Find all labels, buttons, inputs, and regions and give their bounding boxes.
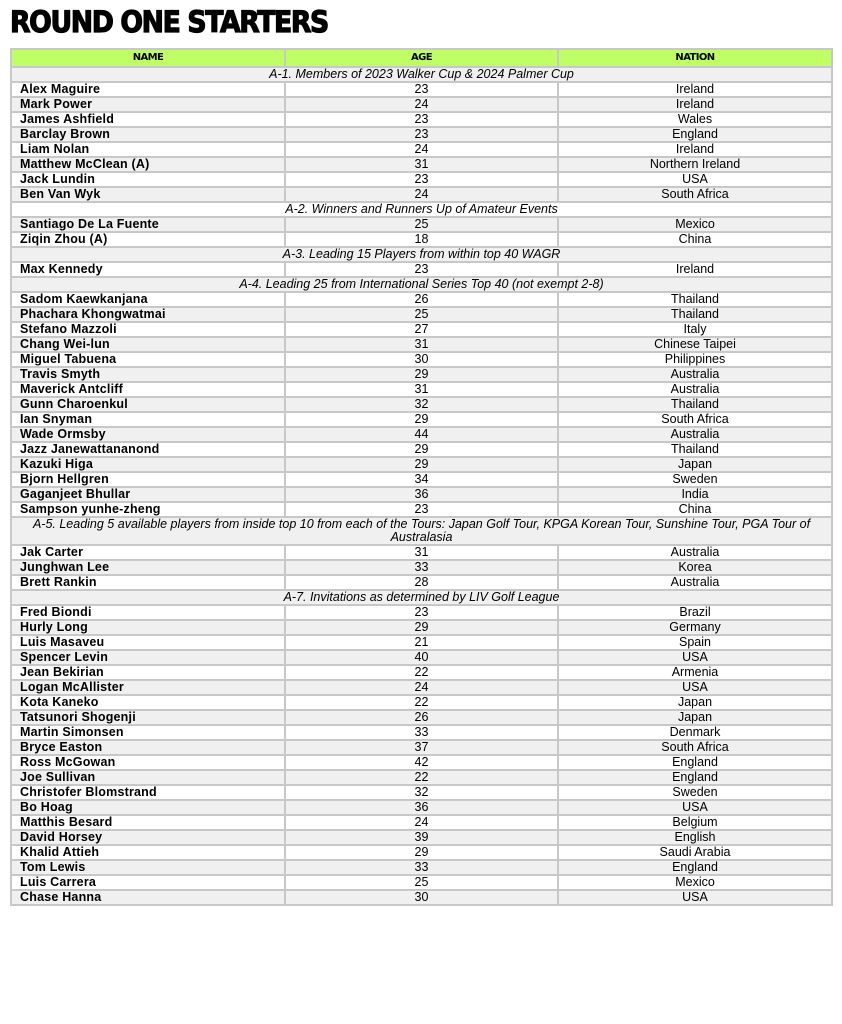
player-nation: South Africa: [558, 740, 832, 755]
table-row: [11, 472, 832, 487]
player-nation: Germany: [558, 620, 832, 635]
table-row: [11, 545, 832, 560]
section-row: [11, 202, 832, 217]
table-row: [11, 710, 832, 725]
player-age: 22: [285, 770, 558, 785]
player-age: 31: [285, 337, 558, 352]
player-nation: Ireland: [558, 97, 832, 112]
player-name: Miguel Tabuena: [11, 352, 285, 367]
player-nation: Northern Ireland: [558, 157, 832, 172]
player-name: Matthis Besard: [11, 815, 285, 830]
player-age: 24: [285, 680, 558, 695]
player-age: 23: [285, 172, 558, 187]
table-row: [11, 800, 832, 815]
player-age: 29: [285, 442, 558, 457]
player-name: Luis Carrera: [11, 875, 285, 890]
player-age: 29: [285, 367, 558, 382]
table-row: [11, 770, 832, 785]
player-nation: Japan: [558, 710, 832, 725]
table-header-row: [11, 49, 832, 67]
player-name: Jazz Janewattananond: [11, 442, 285, 457]
table-row: [11, 740, 832, 755]
table-row: [11, 725, 832, 740]
table-row: [11, 427, 832, 442]
player-nation: USA: [558, 890, 832, 905]
player-name: Sampson yunhe-zheng: [11, 502, 285, 517]
player-name: Alex Maguire: [11, 82, 285, 97]
player-age: 25: [285, 307, 558, 322]
table-row: [11, 785, 832, 800]
player-name: Junghwan Lee: [11, 560, 285, 575]
player-age: 24: [285, 142, 558, 157]
player-age: 23: [285, 502, 558, 517]
player-name: Matthew McClean (A): [11, 157, 285, 172]
player-nation: English: [558, 830, 832, 845]
player-nation: Mexico: [558, 875, 832, 890]
table-row: [11, 142, 832, 157]
table-row: [11, 680, 832, 695]
player-nation: Saudi Arabia: [558, 845, 832, 860]
table-row: [11, 187, 832, 202]
player-age: 29: [285, 845, 558, 860]
player-name: Khalid Attieh: [11, 845, 285, 860]
player-age: 29: [285, 620, 558, 635]
table-row: [11, 397, 832, 412]
player-name: Jean Bekirian: [11, 665, 285, 680]
table-row: [11, 815, 832, 830]
player-name: Gaganjeet Bhullar: [11, 487, 285, 502]
player-nation: Australia: [558, 575, 832, 590]
table-body: [11, 67, 832, 905]
table-row: [11, 890, 832, 905]
player-age: 39: [285, 830, 558, 845]
table-row: [11, 412, 832, 427]
player-name: Wade Ormsby: [11, 427, 285, 442]
player-nation: Thailand: [558, 442, 832, 457]
player-nation: Brazil: [558, 605, 832, 620]
section-row: [11, 67, 832, 82]
table-row: [11, 457, 832, 472]
table-row: [11, 172, 832, 187]
player-name: Tom Lewis: [11, 860, 285, 875]
section-heading: A-7. Invitations as determined by LIV Golf League: [11, 590, 832, 605]
player-nation: China: [558, 232, 832, 247]
player-name: Tatsunori Shogenji: [11, 710, 285, 725]
player-nation: England: [558, 127, 832, 142]
section-heading: A-5. Leading 5 available players from inside top 10 from each of the Tours: Japan Golf Tour, KPGA Korean Tour, Sunshine Tour, PGA Tour of Australasia: [11, 517, 832, 545]
table-row: [11, 232, 832, 247]
player-age: 33: [285, 860, 558, 875]
player-nation: Spain: [558, 635, 832, 650]
table-row: [11, 695, 832, 710]
table-row: [11, 635, 832, 650]
player-nation: Sweden: [558, 472, 832, 487]
player-name: Spencer Levin: [11, 650, 285, 665]
player-nation: England: [558, 860, 832, 875]
player-name: Christofer Blomstrand: [11, 785, 285, 800]
player-age: 30: [285, 890, 558, 905]
table-row: [11, 112, 832, 127]
player-nation: Italy: [558, 322, 832, 337]
player-age: 44: [285, 427, 558, 442]
player-nation: Ireland: [558, 142, 832, 157]
table-row: [11, 442, 832, 457]
player-age: 25: [285, 217, 558, 232]
page-title: ROUND ONE STARTERS: [10, 5, 328, 39]
player-name: David Horsey: [11, 830, 285, 845]
player-age: 30: [285, 352, 558, 367]
player-nation: Wales: [558, 112, 832, 127]
player-nation: Belgium: [558, 815, 832, 830]
player-nation: Japan: [558, 457, 832, 472]
table-row: [11, 322, 832, 337]
player-age: 21: [285, 635, 558, 650]
player-name: Ben Van Wyk: [11, 187, 285, 202]
player-name: Barclay Brown: [11, 127, 285, 142]
player-age: 33: [285, 725, 558, 740]
table-row: [11, 860, 832, 875]
player-nation: Philippines: [558, 352, 832, 367]
player-nation: Ireland: [558, 262, 832, 277]
player-age: 26: [285, 710, 558, 725]
section-heading: A-1. Members of 2023 Walker Cup & 2024 Palmer Cup: [11, 67, 832, 82]
player-name: Ian Snyman: [11, 412, 285, 427]
player-name: Liam Nolan: [11, 142, 285, 157]
player-name: Joe Sullivan: [11, 770, 285, 785]
player-age: 22: [285, 695, 558, 710]
player-nation: Australia: [558, 382, 832, 397]
player-nation: USA: [558, 650, 832, 665]
player-age: 24: [285, 815, 558, 830]
table-row: [11, 307, 832, 322]
player-age: 31: [285, 157, 558, 172]
section-heading: A-4. Leading 25 from International Series Top 40 (not exempt 2-8): [11, 277, 832, 292]
player-age: 28: [285, 575, 558, 590]
player-age: 29: [285, 457, 558, 472]
starters-table: [10, 48, 833, 906]
section-heading: A-3. Leading 15 Players from within top 40 WAGR: [11, 247, 832, 262]
player-age: 23: [285, 82, 558, 97]
player-name: Luis Masaveu: [11, 635, 285, 650]
table-row: [11, 157, 832, 172]
player-age: 33: [285, 560, 558, 575]
player-name: Bjorn Hellgren: [11, 472, 285, 487]
player-nation: USA: [558, 172, 832, 187]
player-name: Jack Lundin: [11, 172, 285, 187]
table-row: [11, 650, 832, 665]
player-name: Phachara Khongwatmai: [11, 307, 285, 322]
section-row: [11, 247, 832, 262]
player-age: 24: [285, 97, 558, 112]
player-nation: Thailand: [558, 307, 832, 322]
player-name: James Ashfield: [11, 112, 285, 127]
table-row: [11, 352, 832, 367]
table-row: [11, 845, 832, 860]
player-nation: Australia: [558, 545, 832, 560]
player-name: Hurly Long: [11, 620, 285, 635]
player-nation: South Africa: [558, 412, 832, 427]
player-age: 32: [285, 785, 558, 800]
table-row: [11, 575, 832, 590]
player-name: Ross McGowan: [11, 755, 285, 770]
player-name: Kota Kaneko: [11, 695, 285, 710]
section-row: [11, 590, 832, 605]
player-name: Bryce Easton: [11, 740, 285, 755]
player-name: Santiago De La Fuente: [11, 217, 285, 232]
table-row: [11, 605, 832, 620]
player-nation: England: [558, 755, 832, 770]
player-name: Brett Rankin: [11, 575, 285, 590]
player-age: 36: [285, 487, 558, 502]
player-nation: Mexico: [558, 217, 832, 232]
column-header-nation: NATION: [558, 49, 832, 67]
player-age: 40: [285, 650, 558, 665]
player-age: 34: [285, 472, 558, 487]
player-nation: Ireland: [558, 82, 832, 97]
player-nation: Japan: [558, 695, 832, 710]
column-header-name[interactable]: NAME: [11, 49, 285, 67]
player-age: 42: [285, 755, 558, 770]
player-age: 26: [285, 292, 558, 307]
table-row: [11, 367, 832, 382]
table-row: [11, 382, 832, 397]
table-row: [11, 875, 832, 890]
section-row: [11, 517, 832, 545]
player-name: Kazuki Higa: [11, 457, 285, 472]
table-row: [11, 665, 832, 680]
player-nation: Sweden: [558, 785, 832, 800]
player-name: Chase Hanna: [11, 890, 285, 905]
player-age: 23: [285, 127, 558, 142]
player-name: Stefano Mazzoli: [11, 322, 285, 337]
player-name: Bo Hoag: [11, 800, 285, 815]
table-row: [11, 337, 832, 352]
player-name: Martin Simonsen: [11, 725, 285, 740]
player-name: Fred Biondi: [11, 605, 285, 620]
player-age: 37: [285, 740, 558, 755]
player-age: 27: [285, 322, 558, 337]
player-age: 18: [285, 232, 558, 247]
section-heading: A-2. Winners and Runners Up of Amateur Events: [11, 202, 832, 217]
player-nation: Chinese Taipei: [558, 337, 832, 352]
player-age: 25: [285, 875, 558, 890]
player-nation: USA: [558, 800, 832, 815]
table-row: [11, 755, 832, 770]
table-row: [11, 292, 832, 307]
column-header-age[interactable]: AGE: [285, 49, 558, 67]
player-name: Mark Power: [11, 97, 285, 112]
player-name: Max Kennedy: [11, 262, 285, 277]
player-age: 29: [285, 412, 558, 427]
player-age: 23: [285, 262, 558, 277]
player-age: 31: [285, 545, 558, 560]
player-nation: Denmark: [558, 725, 832, 740]
player-nation: England: [558, 770, 832, 785]
table-row: [11, 262, 832, 277]
player-name: Maverick Antcliff: [11, 382, 285, 397]
player-nation: Korea: [558, 560, 832, 575]
player-age: 24: [285, 187, 558, 202]
player-name: Sadom Kaewkanjana: [11, 292, 285, 307]
player-name: Chang Wei-lun: [11, 337, 285, 352]
player-name: Gunn Charoenkul: [11, 397, 285, 412]
player-nation: India: [558, 487, 832, 502]
section-row: [11, 277, 832, 292]
player-nation: Australia: [558, 427, 832, 442]
player-nation: Thailand: [558, 292, 832, 307]
player-name: Travis Smyth: [11, 367, 285, 382]
player-age: 32: [285, 397, 558, 412]
table-row: [11, 502, 832, 517]
player-age: 31: [285, 382, 558, 397]
table-row: [11, 127, 832, 142]
player-nation: Australia: [558, 367, 832, 382]
table-row: [11, 82, 832, 97]
table-row: [11, 830, 832, 845]
player-age: 36: [285, 800, 558, 815]
table-row: [11, 487, 832, 502]
player-name: Logan McAllister: [11, 680, 285, 695]
player-nation: South Africa: [558, 187, 832, 202]
player-name: Jak Carter: [11, 545, 285, 560]
table-row: [11, 560, 832, 575]
player-nation: Armenia: [558, 665, 832, 680]
player-nation: China: [558, 502, 832, 517]
player-nation: USA: [558, 680, 832, 695]
player-nation: Thailand: [558, 397, 832, 412]
table-row: [11, 97, 832, 112]
player-age: 22: [285, 665, 558, 680]
player-age: 23: [285, 605, 558, 620]
player-name: Ziqin Zhou (A): [11, 232, 285, 247]
table-row: [11, 620, 832, 635]
player-age: 23: [285, 112, 558, 127]
table-row: [11, 217, 832, 232]
